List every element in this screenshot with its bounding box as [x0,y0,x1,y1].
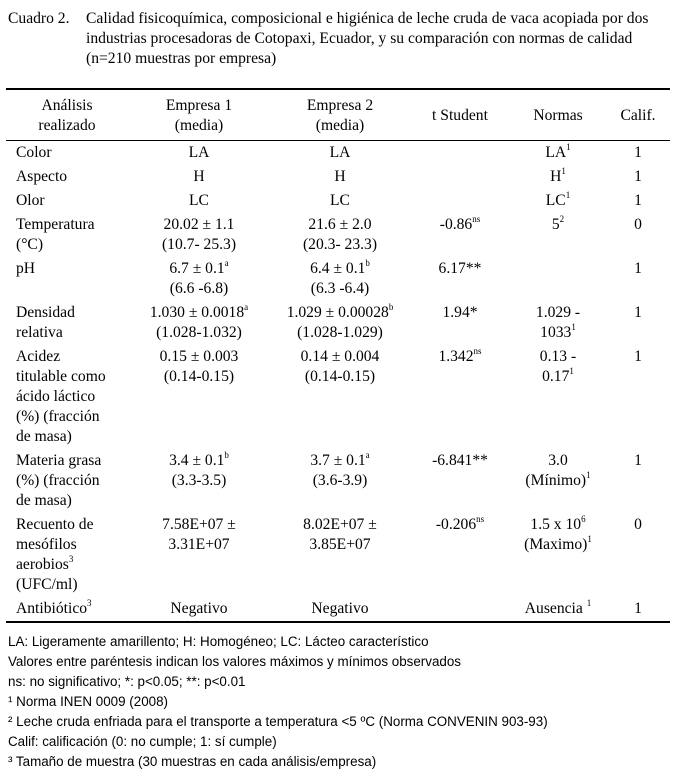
quality-table-container [6,88,670,623]
superscript: a [244,301,249,312]
value-line [130,599,268,619]
value-line [130,279,268,299]
superscript: b [388,301,394,312]
header-analysis: Análisis realizado [38,97,96,134]
value-text: 21.6 ± 2.0 [308,216,372,233]
superscript: a [224,257,229,268]
cell-calif: 1 [634,600,642,617]
t-value: 1.342 [438,348,474,365]
analysis-text: Aspecto [16,168,68,185]
value-text: Ausencia [524,600,587,617]
value-text: 0.17 [542,368,570,385]
superscript: 1 [586,597,592,608]
analysis-text: relativa [16,324,63,341]
value-text: LC [545,192,566,209]
value-text: (10.7- 25.3) [161,236,237,253]
value-line [130,367,268,387]
table-row [6,213,670,257]
cell-company-1 [128,189,270,213]
analysis-text: Antibiótico [16,600,88,617]
footnote-line: Valores entre paréntesis indican los valores máximos y mínimos observados [8,654,461,669]
value-line [272,323,408,343]
superscript: 2 [559,213,565,224]
analysis-line [16,367,126,387]
cell-company-1 [128,257,270,301]
cell-company-2 [270,213,410,257]
cell-company-2 [270,257,410,301]
analysis-line [16,427,126,447]
value-line [512,191,604,211]
table-row [6,301,670,345]
footnote-line: ² Leche cruda enfriada para el transporte a temperatura <5 ºC (Norma CONVENIN 903-93) [8,714,548,729]
value-line [130,471,268,491]
cell-calif: 1 [634,260,642,277]
value-line [272,143,408,163]
analysis-line [16,515,126,535]
value-line [512,367,604,387]
value-text: 6.4 ± 0.1 [310,260,366,277]
cell-company-2 [270,345,410,449]
cell-company-1 [128,141,270,166]
cell-analysis [6,597,128,622]
value-line [272,191,408,211]
superscript: 1 [571,321,576,332]
table-row [6,597,670,622]
value-line [130,347,268,367]
value-line [512,167,604,187]
quality-table [6,88,670,623]
superscript: 1 [561,165,566,176]
cell-analysis [6,513,128,597]
value-line [130,191,268,211]
footnote-line: ns: no significativo; *: p<0.05; **: p<0.01 [8,674,246,689]
cell-norms [510,597,606,622]
analysis-line [16,535,126,555]
cell-calif: 0 [634,216,642,233]
superscript: b [224,449,229,460]
header-calif: Calif. [620,107,656,124]
value-text: 0.15 ± 0.003 [159,348,239,365]
table-row [6,141,670,166]
analysis-text: (%) (fracción [16,472,100,489]
value-line [512,347,604,367]
value-line [130,303,268,323]
superscript: 1 [566,141,571,152]
footnote-line: LA: Ligeramente amarillento; H: Homogéneo; LC: Lácteo característico [8,634,429,649]
table-footnotes [8,632,672,772]
value-line [272,515,408,535]
analysis-text: (UFC/ml) [16,576,78,593]
value-text: (0.14-0.15) [163,368,235,385]
value-text: (6.6 -6.8) [169,280,229,297]
t-value: 6.17** [438,260,482,277]
header-company-1: Empresa 1 (media) [165,97,233,134]
value-line [130,259,268,279]
significance-mark: ns [473,345,482,356]
value-text: (Maximo) [524,536,588,553]
cell-t-student [410,213,510,257]
cell-norms [510,449,606,513]
cell-company-1 [128,597,270,622]
cell-analysis [6,449,128,513]
table-row [6,165,670,189]
value-line [130,451,268,471]
value-text: 20.02 ± 1.1 [163,216,235,233]
footnote-line: Calif: calificación (0: no cumple; 1: sí cumple) [8,734,277,749]
analysis-line [16,143,126,163]
analysis-line [16,235,126,255]
superscript: 1 [586,469,591,480]
analysis-line [16,555,126,575]
cell-norms [510,513,606,597]
cell-company-2 [270,301,410,345]
value-text: 1.029 - [535,304,581,321]
analysis-line [16,471,126,491]
value-text: 0.14 ± 0.004 [300,348,380,365]
cell-t-student [410,597,510,622]
analysis-text: Densidad [16,304,75,321]
analysis-line [16,347,126,367]
value-text: (Mínimo) [525,472,587,489]
footnote-mark: 3 [87,597,92,608]
cell-analysis [6,189,128,213]
value-text: H [334,168,346,185]
value-line [272,167,408,187]
cell-company-1 [128,449,270,513]
footnote-line: ³ Tamaño de muestra (30 muestras en cada análisis/empresa) [8,754,377,769]
header-norms: Normas [533,107,583,124]
cell-norms [510,189,606,213]
analysis-text: ácido láctico [16,388,96,405]
value-text: 3.4 ± 0.1 [169,452,225,469]
value-line [512,323,604,343]
header-company-2: Empresa 2 (media) [306,97,374,134]
value-line [130,167,268,187]
cell-t-student [410,449,510,513]
value-text: LC [330,192,350,209]
analysis-text: Olor [16,192,45,209]
value-line [512,215,604,235]
analysis-text: Materia grasa [16,452,102,469]
value-line [272,367,408,387]
value-text: 3.85E+07 [309,536,371,553]
analysis-text: Temperatura [16,216,95,233]
caption-label: Cuadro 2. [8,10,70,27]
value-line [130,143,268,163]
value-text: H [550,168,562,185]
cell-company-2 [270,597,410,622]
value-text: (1.028-1.029) [297,324,383,341]
value-line [272,279,408,299]
cell-norms [510,165,606,189]
value-text: (0.14-0.15) [304,368,376,385]
superscript: a [365,449,370,460]
value-text: 3.0 [548,452,568,469]
cell-analysis [6,345,128,449]
value-line [272,347,408,367]
cell-t-student [410,301,510,345]
value-line [130,215,268,235]
value-text: LA [188,144,210,161]
cell-t-student [410,141,510,166]
value-text: (3.6-3.9) [312,472,368,489]
cell-t-student [410,257,510,301]
analysis-line [16,323,126,343]
cell-company-1 [128,213,270,257]
value-text: (3.3-3.5) [171,472,227,489]
table-row [6,345,670,449]
value-line [512,515,604,535]
footnote-line: ¹ Norma INEN 0009 (2008) [8,694,169,709]
value-line [512,143,604,163]
cell-company-1 [128,301,270,345]
analysis-text: (°C) [16,236,44,253]
cell-company-2 [270,513,410,597]
cell-calif: 0 [634,516,642,533]
value-line [130,235,268,255]
value-text: (20.3- 23.3) [302,236,378,253]
value-line [512,451,604,471]
cell-company-2 [270,165,410,189]
table-row [6,257,670,301]
analysis-line [16,303,126,323]
value-text: 3.7 ± 0.1 [310,452,366,469]
value-text: 3.31E+07 [168,536,230,553]
table-header [6,89,670,141]
value-text: 1.5 x 10 [530,516,582,533]
value-text: LA [329,144,351,161]
value-text: 8.02E+07 ± [303,516,377,533]
analysis-text: (%) (fracción [16,408,100,425]
superscript: 6 [581,513,586,524]
value-text: H [193,168,205,185]
cell-norms [510,345,606,449]
analysis-text: de masa) [16,428,72,445]
analysis-line [16,387,126,407]
header-t-student: t Student [432,107,488,124]
value-line [512,535,604,555]
significance-mark: ns [472,213,481,224]
table-body [6,141,670,623]
value-line [130,515,268,535]
analysis-text: mesófilos [16,536,77,553]
analysis-text: de masa) [16,492,72,509]
superscript: b [365,257,370,268]
value-line [512,303,604,323]
table-row [6,449,670,513]
table-row [6,189,670,213]
value-text: (1.028-1.032) [156,324,242,341]
cell-norms [510,141,606,166]
cell-company-2 [270,449,410,513]
cell-company-1 [128,513,270,597]
value-text: 7.58E+07 ± [162,516,236,533]
cell-company-1 [128,165,270,189]
value-text: 5 [551,216,560,233]
analysis-line [16,491,126,511]
cell-calif: 1 [634,452,642,469]
value-text: 1.029 ± 0.00028 [286,304,389,321]
cell-norms [510,213,606,257]
t-value: -0.206 [435,516,477,533]
caption-text: Calidad fisicoquímica, composicional e higiénica de leche cruda de vaca acopiada por dos industrias procesadoras de Cotopaxi, Ecuador, y su comparación con normas de calidad (n=210 muestras por empresa) [86,10,649,67]
t-value: 1.94* [442,304,478,321]
cell-t-student [410,345,510,449]
significance-mark: ns [476,513,485,524]
cell-company-2 [270,141,410,166]
value-text: 6.7 ± 0.1 [169,260,225,277]
cell-analysis [6,165,128,189]
cell-analysis [6,213,128,257]
superscript: 1 [587,533,592,544]
cell-analysis [6,301,128,345]
superscript: 1 [565,189,571,200]
analysis-line [16,599,126,619]
analysis-line [16,407,126,427]
value-line [272,235,408,255]
cell-analysis [6,141,128,166]
value-line [272,215,408,235]
value-text: 1033 [540,324,572,341]
cell-company-2 [270,189,410,213]
cell-t-student [410,513,510,597]
value-line [130,323,268,343]
analysis-text: Acidez [16,348,61,365]
cell-t-student [410,189,510,213]
value-text: LC [189,192,209,209]
value-text: Negativo [311,600,369,617]
value-line [272,471,408,491]
value-line [272,259,408,279]
analysis-line [16,215,126,235]
cell-norms [510,301,606,345]
t-value: -0.86 [439,216,473,233]
value-text: Negativo [170,600,228,617]
analysis-line [16,259,126,279]
value-line [272,451,408,471]
analysis-text: pH [16,260,36,277]
cell-calif: 1 [634,304,642,321]
value-line [272,303,408,323]
analysis-line [16,451,126,471]
value-text: 0.13 - [539,348,577,365]
analysis-line [16,167,126,187]
analysis-text: aerobios [16,556,69,573]
analysis-text: Recuento de [16,516,94,533]
t-value: -6.841** [432,452,488,469]
value-line [272,599,408,619]
superscript: 1 [569,365,574,376]
table-row [6,513,670,597]
value-text: (6.3 -6.4) [310,280,370,297]
footnote-mark: 3 [68,553,74,564]
cell-analysis [6,257,128,301]
analysis-text: titulable como [16,368,106,385]
cell-calif: 1 [634,168,642,185]
value-line [130,535,268,555]
cell-norms [510,257,606,301]
value-line [512,471,604,491]
value-line [512,599,604,619]
analysis-line [16,575,126,595]
value-line [272,535,408,555]
cell-t-student [410,165,510,189]
value-text: LA [545,144,567,161]
analysis-text: Color [16,144,52,161]
cell-calif: 1 [634,192,642,209]
analysis-line [16,191,126,211]
cell-company-1 [128,345,270,449]
value-text: 1.030 ± 0.0018 [149,304,245,321]
cell-calif: 1 [634,144,642,161]
table-caption [8,9,670,69]
cell-calif: 1 [634,348,642,365]
